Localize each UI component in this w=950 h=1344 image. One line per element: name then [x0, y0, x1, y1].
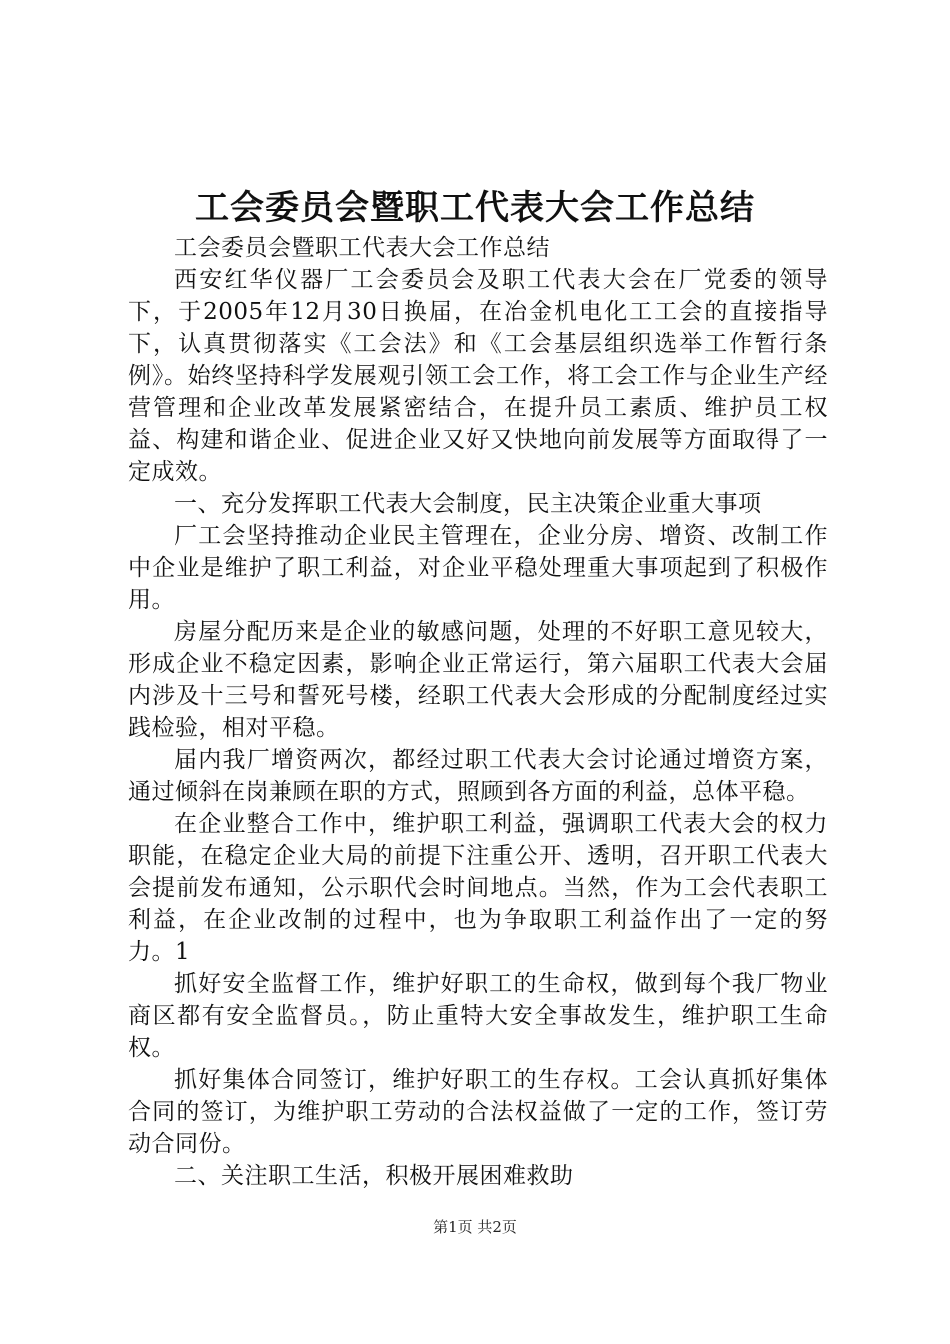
paragraph: 房屋分配历来是企业的敏感问题，处理的不好职工意见较大，形成企业不稳定因素，影响企业正常运行，第六届职工代表大会届内涉及十三号和誓死号楼，经职工代表大会形成的分配制度经过实践检验，相对平稳。: [128, 619, 828, 741]
document-title: 工会委员会暨职工代表大会工作总结: [195, 188, 755, 228]
paragraph: 厂工会坚持推动企业民主管理在，企业分房、增资、改制工作中企业是维护了职工利益，对企业平稳处理重大事项起到了积极作用。: [128, 523, 828, 613]
paragraph: 抓好安全监督工作，维护好职工的生命权，做到每个我厂物业商区都有安全监督员。，防止重特大安全事故发生，维护职工生命权。: [128, 971, 828, 1061]
page-number-footer: 第1页 共2页: [433, 1218, 517, 1236]
paragraph-intro: 西安红华仪器厂工会委员会及职工代表大会在厂党委的领导下，于2005年12月30日换届，在冶金机电化工工会的直接指导下，认真贯彻落实《工会法》和《工会基层组织选举工作暂行条例》。始终坚持科学发展观引领工会工作，将工会工作与企业生产经营管理和企业改革发展紧密结合，在提升员工素质、维护员工权益、构建和谐企业、促进企业又好又快地向前发展等方面取得了一定成效。: [128, 267, 828, 485]
paragraph: 在企业整合工作中，维护职工利益，强调职工代表大会的权力职能，在稳定企业大局的前提下注重公开、透明，召开职工代表大会提前发布通知，公示职代会时间地点。当然，作为工会代表职工利益，在企业改制的过程中，也为争取职工利益作出了一定的努力。1: [128, 811, 828, 965]
section-heading-2: 二、关注职工生活，积极开展困难救助: [174, 1163, 574, 1189]
paragraph-subtitle: 工会委员会暨职工代表大会工作总结: [174, 235, 550, 261]
paragraph: 抓好集体合同签订，维护好职工的生存权。工会认真抓好集体合同的签订，为维护职工劳动的合法权益做了一定的工作，签订劳动合同份。: [128, 1067, 828, 1157]
document-body: [128, 232, 828, 1192]
paragraph: 届内我厂增资两次，都经过职工代表大会讨论通过增资方案，通过倾斜在岗兼顾在职的方式，照顾到各方面的利益，总体平稳。: [128, 747, 828, 805]
section-heading-1: 一、充分发挥职工代表大会制度，民主决策企业重大事项: [174, 491, 762, 517]
